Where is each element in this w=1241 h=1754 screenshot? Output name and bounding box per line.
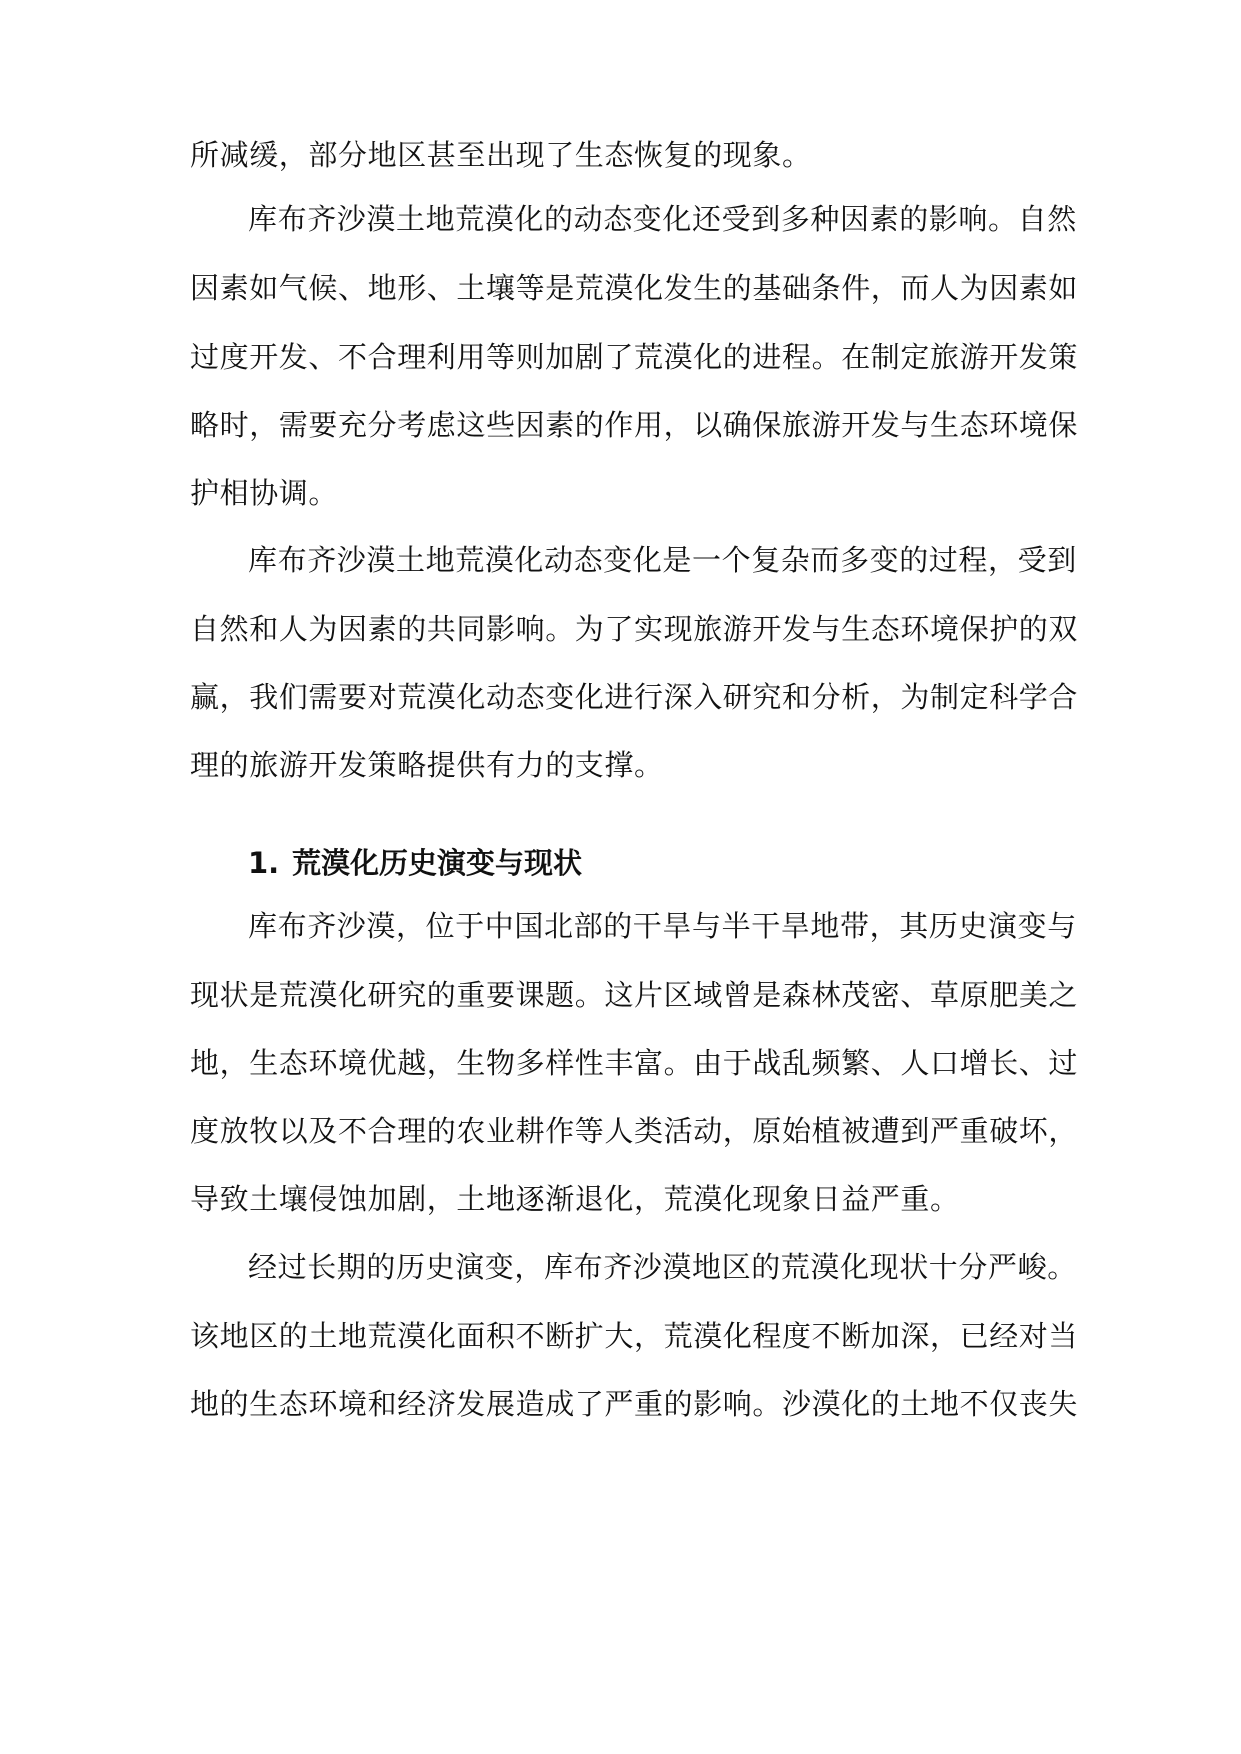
text-line: 经过长期的历史演变，库布齐沙漠地区的荒漠化现状十分严峻。 xyxy=(248,1250,1077,1284)
text-line: 地的生态环境和经济发展造成了严重的影响。沙漠化的土地不仅丧失 xyxy=(190,1387,1079,1421)
text-line: 过度开发、不合理利用等则加剧了荒漠化的进程。在制定旅游开发策 xyxy=(190,340,1079,374)
text-line: 库布齐沙漠土地荒漠化的动态变化还受到多种因素的影响。自然 xyxy=(248,202,1077,236)
text-line: 略时，需要充分考虑这些因素的作用，以确保旅游开发与生态环境保 xyxy=(190,408,1079,442)
text-line: 库布齐沙漠土地荒漠化动态变化是一个复杂而多变的过程，受到 xyxy=(248,543,1077,577)
text-line: 库布齐沙漠，位于中国北部的干旱与半干旱地带，其历史演变与 xyxy=(248,909,1077,943)
section-heading xyxy=(248,840,1008,886)
section-number: 1. xyxy=(248,846,280,880)
text-line: 因素如气候、地形、土壤等是荒漠化发生的基础条件，而人为因素如 xyxy=(190,271,1079,305)
text-line: 导致土壤侵蚀加剧，土地逐渐退化，荒漠化现象日益严重。 xyxy=(190,1182,960,1216)
text-line: 赢，我们需要对荒漠化动态变化进行深入研究和分析，为制定科学合 xyxy=(190,680,1079,714)
text-line: 地，生态环境优越，生物多样性丰富。由于战乱频繁、人口增长、过 xyxy=(190,1046,1079,1080)
text-line: 理的旅游开发策略提供有力的支撑。 xyxy=(190,748,664,782)
text-line: 自然和人为因素的共同影响。为了实现旅游开发与生态环境保护的双 xyxy=(190,612,1079,646)
section-title: 荒漠化历史演变与现状 xyxy=(292,846,583,880)
text-line: 护相协调。 xyxy=(190,476,339,510)
text-line: 度放牧以及不合理的农业耕作等人类活动，原始植被遭到严重破坏， xyxy=(190,1114,1079,1148)
text-line: 该地区的土地荒漠化面积不断扩大，荒漠化程度不断加深，已经对当 xyxy=(190,1319,1079,1353)
text-line: 现状是荒漠化研究的重要课题。这片区域曾是森林茂密、草原肥美之 xyxy=(190,978,1079,1012)
text-line: 所减缓，部分地区甚至出现了生态恢复的现象。 xyxy=(190,138,812,172)
